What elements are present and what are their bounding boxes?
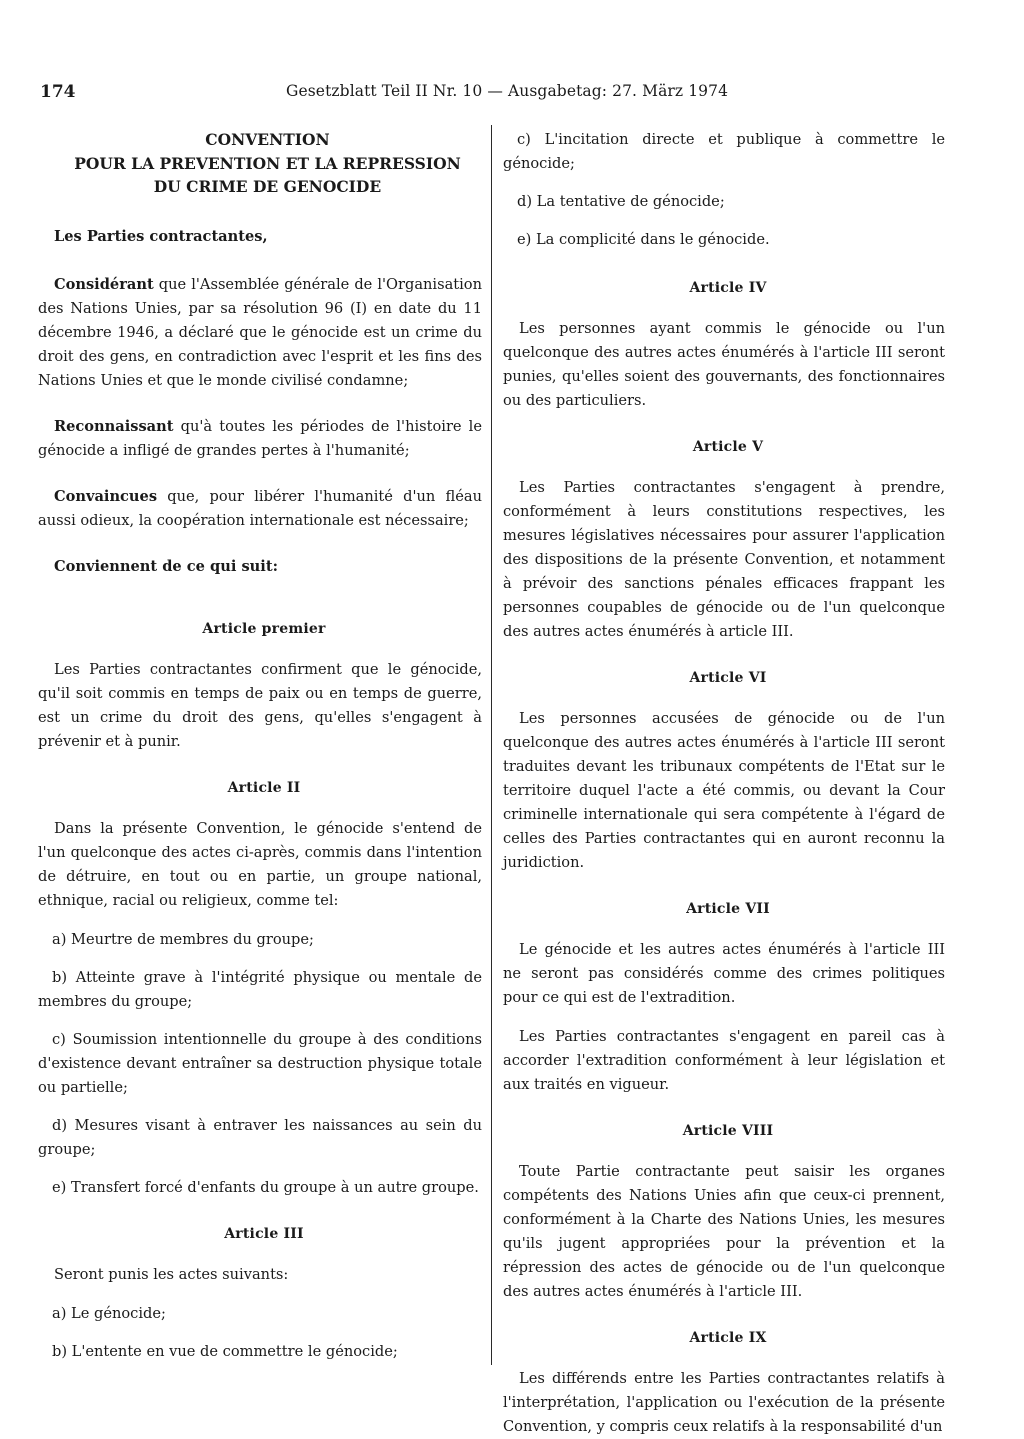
article-text: Le génocide et les autres actes énumérés à l'article III ne seront pas considérés comme des crimes politiques pour ce qui est de l'extradition. bbox=[503, 941, 945, 1006]
convaincues-paragraph bbox=[38, 485, 482, 533]
article-heading: Article VII bbox=[686, 901, 770, 917]
convention-title bbox=[38, 128, 482, 199]
convention-title-line: CONVENTION bbox=[205, 130, 330, 149]
list-item: b) L'entente en vue de commettre le génocide; bbox=[52, 1342, 398, 1360]
convaincues-text: que, pour libérer l'humanité d'un fléau aussi odieux, la coopération internationale est nécessaire; bbox=[38, 487, 482, 529]
considerant-text: que l'Assemblée générale de l'Organisation des Nations Unies, par sa résolution 96 (I) en date du 11 décembre 1946, a déclaré que le génocide est un crime du droit des gens, en contradiction avec l'esprit et les fins des Nations Unies et que le monde civilisé condamne; bbox=[38, 275, 482, 389]
list-item: a) Meurtre de membres du groupe; bbox=[52, 930, 314, 948]
parties-heading: Les Parties contractantes, bbox=[54, 227, 268, 245]
list-item: a) Le génocide; bbox=[52, 1304, 166, 1322]
article-text: Les personnes accusées de génocide ou de l'un quelconque des autres actes énumérés à l'article III seront traduites devant les tribunaux compétents de l'Etat sur le territoire duquel l'acte a été commis, ou devant la Cour criminelle internationale qui sera compétente à l'égard de celles des Parties contractantes qui en auront reconnu la juridiction. bbox=[503, 710, 945, 871]
page-header bbox=[40, 82, 945, 108]
reconnaissant-lead: Reconnaissant bbox=[54, 417, 174, 435]
article-heading: Article VI bbox=[689, 670, 767, 686]
list-item: d) La tentative de génocide; bbox=[517, 193, 725, 210]
gazette-header-title: Gesetzblatt Teil II Nr. 10 — Ausgabetag: 27. März 1974 bbox=[286, 82, 729, 100]
list-item: c) Soumission intentionnelle du groupe à des conditions d'existence devant entraîner sa destruction physique totale ou partielle; bbox=[38, 1030, 482, 1096]
article-heading: Article IV bbox=[689, 280, 767, 296]
article-heading: Article II bbox=[227, 779, 301, 796]
article-text: Toute Partie contractante peut saisir les organes compétents des Nations Unies afin que ceux-ci prennent, conformément à la Charte des Nations Unies, les mesures qu'ils jugent appropriées pour la prévention et la répression des actes de génocide ou de l'un quelconque des autres actes énumérés à l'article III. bbox=[503, 1163, 945, 1300]
considerant-paragraph bbox=[38, 273, 482, 393]
list-item: e) Transfert forcé d'enfants du groupe à un autre groupe. bbox=[52, 1178, 479, 1196]
article-heading: Article VIII bbox=[682, 1123, 774, 1139]
article-heading: Article III bbox=[224, 1225, 304, 1242]
article-text: Les Parties contractantes s'engagent en pareil cas à accorder l'extradition conformément à leur législation et aux traités en vigueur. bbox=[503, 1028, 945, 1093]
article-text: Les Parties contractantes s'engagent à prendre, conformément à leurs constitutions respectives, les mesures législatives nécessaires pour assurer l'application des dispositions de la présente Convention, et notamment à prévoir des sanctions pénales efficaces frappant les personnes coupables de génocide ou de l'un quelconque des autres actes énumérés à article III. bbox=[503, 479, 945, 640]
list-item: e) La complicité dans le génocide. bbox=[517, 231, 770, 248]
article-text: Dans la présente Convention, le génocide s'entend de l'un quelconque des actes ci-après, commis dans l'intention de détruire, en tout ou en partie, un groupe national, ethnique, racial ou religieux, comme tel: bbox=[38, 819, 482, 909]
convaincues-lead: Convaincues bbox=[54, 487, 158, 505]
reconnaissant-paragraph bbox=[38, 415, 482, 463]
article-text: Les personnes ayant commis le génocide ou l'un quelconque des autres actes énumérés à l'article III seront punies, qu'elles soient des gouvernants, des fonctionnaires ou des particuliers. bbox=[503, 320, 945, 409]
article-heading: Article premier bbox=[202, 620, 326, 637]
left-column bbox=[38, 128, 482, 1378]
conviennent-line: Conviennent de ce qui suit: bbox=[54, 557, 278, 575]
convention-title-line: DU CRIME DE GENOCIDE bbox=[153, 177, 382, 196]
reconnaissant-text: qu'à toutes les périodes de l'histoire le génocide a infligé de grandes pertes à l'humanité; bbox=[38, 417, 482, 459]
page-number: 174 bbox=[40, 82, 76, 102]
article-heading: Article V bbox=[692, 439, 764, 455]
column-divider bbox=[491, 125, 492, 1365]
considerant-lead: Considérant bbox=[54, 275, 154, 293]
convention-title-line: POUR LA PREVENTION ET LA REPRESSION bbox=[74, 153, 461, 173]
article-heading: Article IX bbox=[689, 1330, 767, 1346]
right-column bbox=[503, 128, 945, 1439]
article-text: Les Parties contractantes confirment que le génocide, qu'il soit commis en temps de paix ou en temps de guerre, est un crime du droit des gens, qu'elles s'engagent à prévenir et à punir. bbox=[38, 660, 482, 750]
article-text: Les différends entre les Parties contractantes relatifs à l'interprétation, l'application ou l'exécution de la présente Convention, y compris ceux relatifs à la responsabilité d'un bbox=[503, 1370, 945, 1435]
list-item: c) L'incitation directe et publique à commettre le génocide; bbox=[503, 131, 945, 172]
article-text: Seront punis les actes suivants: bbox=[54, 1265, 289, 1283]
list-item: d) Mesures visant à entraver les naissances au sein du groupe; bbox=[38, 1116, 482, 1158]
list-item: b) Atteinte grave à l'intégrité physique ou mentale de membres du groupe; bbox=[38, 968, 482, 1010]
